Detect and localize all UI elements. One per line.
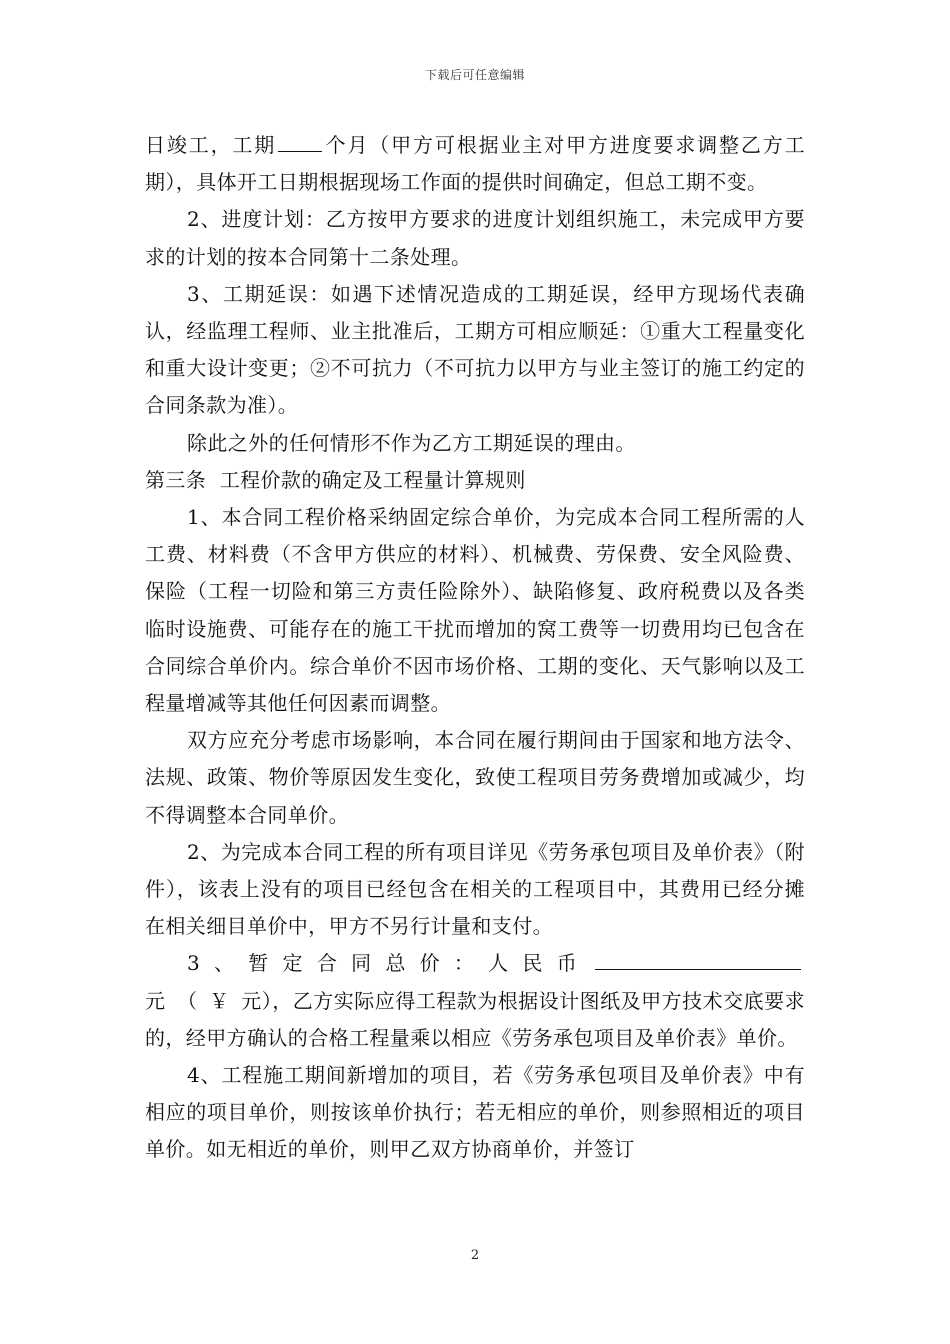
paragraph-delay: 3、工期延误：如遇下述情况造成的工期延误，经甲方现场代表确认，经监理工程师、业主批准后，工期方可相应顺延：①重大工程量变化和重大设计变更；②不可抗力（不可抗力以甲方与业主签订的施工约定的合同条款为准）。 — [145, 281, 805, 418]
amount-blank — [595, 947, 801, 970]
paragraph-market-risk: 双方应充分考虑市场影响，本合同在履行期间由于国家和地方法令、法规、政策、物价等原因发生变化，致使工程项目劳务费增加或减少，均不得调整本合同单价。 — [145, 728, 805, 827]
paragraph-text: 元（￥ — [145, 988, 242, 1013]
page-header: 下载后可任意编辑 — [424, 68, 525, 82]
paragraph-delay-exclusion: 除此之外的任何情形不作为乙方工期延误的理由。 — [187, 430, 636, 455]
duration-blank — [278, 129, 322, 152]
paragraph-duration — [145, 127, 805, 201]
paragraph-item-list: 2、为完成本合同工程的所有项目详见《劳务承包项目及单价表》（附件），该表上没有的项目已经包含在相关的工程项目中，其费用已经分摊在相关细目单价中，甲方不另行计量和支付。 — [145, 839, 805, 939]
document-body — [145, 127, 805, 1169]
paragraph-text: 日竣工，工期 — [145, 133, 277, 157]
paragraph-text: 个月（甲方可根据业主对甲方进度要求调整乙方工期），具体开工日期根据现场工作面的提供时间确定，但总工期不变。 — [145, 133, 805, 195]
paragraph-new-items: 4、工程施工期间新增加的项目，若《劳务承包项目及单价表》中有相应的项目单价，则按该单价执行；若无相应的单价，则参照相近的项目单价。如无相近的单价，则甲乙双方协商单价，并签订 — [145, 1063, 805, 1162]
paragraph-text: 元），乙方实际应得工程款为根据设计图纸及甲方技术交底要求的，经甲方确认的合格工程量乘以相应《劳务承包项目及单价表》单价。 — [145, 988, 805, 1050]
page-number: 2 — [470, 1248, 480, 1263]
section-heading-article-3: 第三条 工程价款的确定及工程量计算规则 — [145, 467, 526, 492]
paragraph-fixed-unit-price: 1、本合同工程价格采纳固定综合单价，为完成本合同工程所需的人工费、材料费（不含甲方供应的材料）、机械费、劳保费、安全风险费、保险（工程一切险和第三方责任险除外）、缺陷修复、政府税费以及各类临时设施费、可能存在的施工干扰而增加的窝工费等一切费用均已包含在合同综合单价内。综合单价不因市场价格、工期的变化、天气影响以及工程量增减等其他任何因素而调整。 — [145, 505, 805, 716]
paragraph-schedule-plan: 2、进度计划：乙方按甲方要求的进度计划组织施工，未完成甲方要求的计划的按本合同第十二条处理。 — [145, 207, 805, 269]
paragraph-text: 3、暂定合同总价：人民币 — [187, 951, 591, 976]
paragraph-contract-total — [145, 945, 805, 1057]
